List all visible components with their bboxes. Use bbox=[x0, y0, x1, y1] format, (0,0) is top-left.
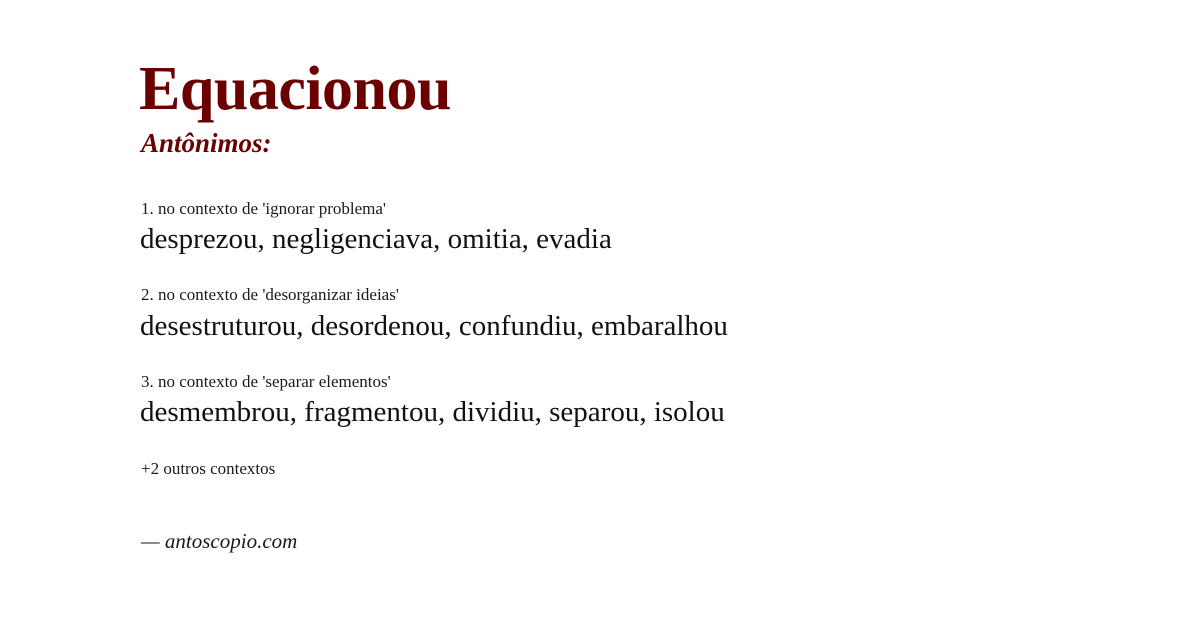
list-item bbox=[139, 199, 1100, 258]
more-contexts-label: +2 outros contextos bbox=[141, 458, 276, 478]
section-subtitle: Antônimos: bbox=[141, 127, 272, 158]
sense-words: desestruturou, desordenou, confundiu, embaralhou bbox=[140, 309, 728, 342]
source-attribution: — antoscopio.com bbox=[141, 528, 298, 553]
page-title: Equacionou bbox=[139, 55, 452, 123]
sense-words: desmembrou, fragmentou, dividiu, separou, isolou bbox=[140, 396, 725, 429]
sense-list bbox=[139, 199, 1100, 431]
sense-context: 1. no contexto de 'ignorar problema' bbox=[141, 198, 386, 218]
sense-context: 3. no contexto de 'separar elementos' bbox=[141, 371, 391, 391]
list-item bbox=[139, 285, 1100, 344]
sense-context: 2. no contexto de 'desorganizar ideias' bbox=[141, 285, 399, 305]
list-item bbox=[139, 372, 1100, 431]
sense-words: desprezou, negligenciava, omitia, evadia bbox=[140, 223, 612, 256]
